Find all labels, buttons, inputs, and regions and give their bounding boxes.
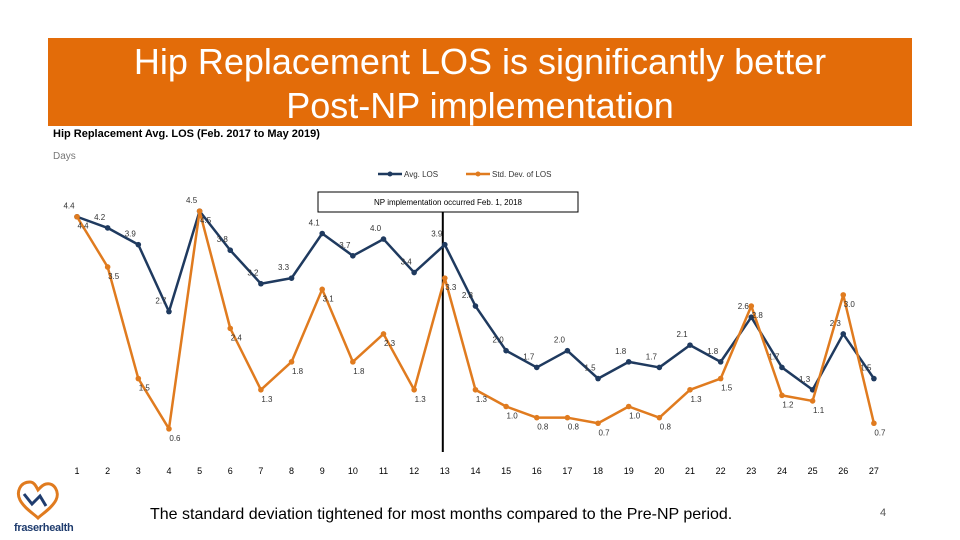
x-tick-label: 27 — [868, 466, 879, 476]
data-point — [136, 376, 142, 382]
x-tick-label: 3 — [135, 466, 141, 476]
legend-swatch-marker — [476, 172, 481, 177]
data-point — [381, 236, 387, 242]
data-label: 0.7 — [598, 428, 610, 438]
data-label: 4.5 — [186, 196, 198, 206]
data-point — [503, 404, 509, 410]
data-label: 1.5 — [860, 363, 872, 373]
x-tick-label: 5 — [197, 466, 203, 476]
x-tick-label: 7 — [258, 466, 264, 476]
data-point — [258, 387, 264, 393]
data-point — [595, 376, 601, 382]
data-point — [227, 326, 233, 332]
data-point — [74, 214, 80, 220]
data-label: 4.5 — [200, 216, 212, 226]
data-label: 1.8 — [615, 346, 627, 356]
data-point — [779, 393, 785, 399]
data-label: 3.3 — [445, 283, 457, 293]
data-label: 0.8 — [659, 422, 671, 432]
data-point — [411, 270, 417, 276]
data-label: 1.7 — [768, 352, 780, 362]
data-label: 2.7 — [155, 296, 167, 306]
x-tick-label: 11 — [378, 466, 389, 476]
data-point — [626, 359, 632, 365]
data-point — [166, 426, 172, 432]
data-label: 1.0 — [629, 411, 641, 421]
data-point — [687, 387, 693, 393]
legend-label: Avg. LOS — [404, 170, 439, 179]
data-label: 1.3 — [799, 374, 811, 384]
data-label: 1.2 — [782, 400, 794, 410]
x-tick-label: 26 — [838, 466, 849, 476]
data-label: 3.4 — [400, 257, 412, 267]
data-label: 1.8 — [707, 346, 719, 356]
data-point — [779, 365, 785, 371]
annotation-text: NP implementation occurred Feb. 1, 2018 — [374, 198, 522, 207]
data-label: 1.3 — [414, 394, 426, 404]
data-label: 4.2 — [94, 212, 106, 222]
data-point — [840, 331, 846, 337]
data-label: 1.5 — [138, 383, 150, 393]
data-label: 3.9 — [431, 229, 443, 239]
x-tick-label: 13 — [439, 466, 450, 476]
data-label: 2.3 — [383, 338, 396, 348]
chart-subtitle: Hip Replacement Avg. LOS (Feb. 2017 to May 2019) — [53, 128, 320, 140]
x-tick-label: 10 — [347, 466, 358, 476]
data-point — [197, 208, 203, 214]
data-point — [411, 387, 417, 393]
data-point — [718, 359, 724, 365]
data-point — [319, 231, 325, 237]
data-label: 2.0 — [553, 335, 565, 345]
legend-label: Std. Dev. of LOS — [492, 170, 552, 179]
data-point — [534, 365, 540, 371]
data-label: 3.0 — [843, 299, 855, 309]
data-point — [289, 275, 295, 281]
data-label: 1.5 — [721, 383, 733, 393]
data-point — [657, 415, 663, 421]
data-point — [289, 359, 295, 365]
data-point — [136, 242, 142, 248]
data-point — [718, 376, 724, 382]
data-label: 0.6 — [169, 433, 181, 443]
data-label: 4.4 — [63, 201, 75, 211]
data-label: 3.2 — [247, 268, 259, 278]
caption: The standard deviation tightened for most months compared to the Pre-NP period. — [150, 506, 733, 523]
data-label: 0.8 — [567, 422, 579, 432]
data-point — [473, 303, 479, 309]
data-point — [442, 275, 448, 281]
x-tick-label: 24 — [776, 466, 787, 476]
legend-swatch-marker — [388, 172, 393, 177]
data-point — [503, 348, 509, 354]
x-tick-label: 9 — [319, 466, 325, 476]
data-point — [350, 359, 356, 365]
x-tick-label: 18 — [593, 466, 604, 476]
data-label: 1.0 — [506, 411, 518, 421]
x-tick-label: 8 — [289, 466, 295, 476]
data-point — [871, 376, 877, 382]
data-label: 1.3 — [261, 394, 273, 404]
x-tick-label: 2 — [105, 466, 111, 476]
data-label: 2.4 — [230, 333, 242, 343]
x-tick-label: 6 — [227, 466, 233, 476]
x-tick-label: 23 — [746, 466, 757, 476]
x-tick-label: 14 — [470, 466, 481, 476]
data-point — [319, 287, 325, 293]
data-point — [381, 331, 387, 337]
x-tick-label: 25 — [807, 466, 818, 476]
data-label: 1.7 — [645, 352, 657, 362]
data-point — [871, 420, 877, 426]
data-point — [534, 415, 540, 421]
data-label: 0.8 — [537, 422, 549, 432]
data-label: 1.7 — [523, 352, 535, 362]
data-label: 1.5 — [584, 363, 596, 373]
x-tick-label: 20 — [654, 466, 665, 476]
data-label: 1.3 — [475, 394, 488, 404]
data-point — [687, 342, 693, 348]
y-axis-label: Days — [53, 151, 76, 162]
data-point — [565, 348, 571, 354]
data-point — [626, 404, 632, 410]
data-label: 2.3 — [829, 318, 841, 328]
logo-text: fraserhealth — [14, 522, 74, 534]
data-label: 1.8 — [291, 366, 304, 376]
data-point — [350, 253, 356, 259]
data-point — [749, 303, 755, 309]
x-tick-label: 15 — [501, 466, 512, 476]
data-point — [595, 420, 601, 426]
data-label: 4.4 — [77, 221, 89, 231]
x-tick-label: 4 — [166, 466, 172, 476]
data-label: 3.7 — [339, 240, 351, 250]
data-label: 2.1 — [676, 330, 688, 340]
x-tick-label: 22 — [715, 466, 726, 476]
data-label: 2.8 — [461, 291, 474, 301]
data-point — [657, 365, 663, 371]
data-point — [258, 281, 264, 287]
slide-title: Hip Replacement LOS is significantly better Post-NP implementation — [133, 41, 827, 126]
data-point — [227, 247, 233, 253]
data-label: 3.3 — [277, 263, 290, 273]
x-tick-label: 16 — [531, 466, 542, 476]
data-point — [166, 309, 172, 315]
x-tick-label: 19 — [623, 466, 634, 476]
data-point — [442, 242, 448, 248]
data-label: 4.0 — [369, 224, 382, 234]
data-label: 2.6 — [737, 302, 749, 312]
data-label: 3.8 — [216, 235, 228, 245]
data-label: 0.7 — [874, 428, 886, 438]
data-point — [840, 292, 846, 298]
data-point — [473, 387, 479, 393]
x-tick-label: 1 — [74, 466, 80, 476]
data-point — [105, 264, 111, 270]
data-label: 3.1 — [322, 294, 334, 304]
data-point — [565, 415, 571, 421]
data-label: 3.9 — [124, 229, 136, 239]
data-label: 1.1 — [813, 405, 825, 415]
x-tick-label: 21 — [684, 466, 696, 476]
x-tick-label: 17 — [562, 466, 573, 476]
data-point — [810, 398, 816, 404]
x-tick-label: 12 — [409, 466, 420, 476]
data-label: 2.8 — [751, 311, 763, 321]
data-label: 4.1 — [308, 218, 320, 228]
data-label: 1.8 — [353, 366, 365, 376]
data-label: 2.0 — [492, 335, 504, 345]
page-number: 4 — [880, 507, 887, 519]
data-label: 3.5 — [108, 271, 120, 281]
data-label: 1.3 — [690, 394, 702, 404]
data-point — [105, 225, 111, 231]
